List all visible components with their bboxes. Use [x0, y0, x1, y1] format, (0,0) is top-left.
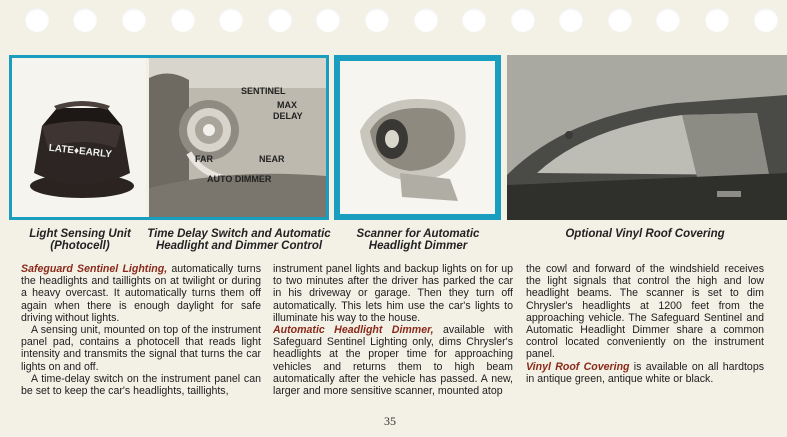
vinyl-roof-image: [507, 55, 787, 220]
binder-hole: [122, 8, 146, 32]
scanner-image: [340, 61, 495, 214]
text-column-3: [526, 263, 764, 385]
binder-hole: [705, 8, 729, 32]
switch-label-max: MAX: [277, 100, 297, 110]
binder-hole: [316, 8, 340, 32]
section-heading-dimmer: Automatic Headlight Dimmer,: [273, 324, 434, 337]
caption-photocell: [18, 228, 142, 252]
switch-image: [149, 58, 326, 217]
scanner-photo: [340, 61, 495, 214]
photocell-knob-label: LATE♦EARLY: [48, 142, 113, 161]
caption-text: Optional Vinyl Roof Covering: [565, 228, 725, 240]
paragraph: A time-delay switch on the instrument panel can be set to keep the car's headlights, taillights,: [21, 372, 261, 398]
caption-text: Time Delay Switch and Automatic Headlight and Dimmer Control: [147, 228, 331, 252]
switch-photo: [149, 58, 326, 217]
binder-hole: [365, 8, 389, 32]
section-heading-vinyl-roof: Vinyl Roof Covering: [526, 360, 630, 373]
binder-holes: [0, 0, 787, 40]
paragraph-text: available with Safeguard Sentinel Lighting only, dims Chrysler's headlights at the proper time for approaching vehicles and returns them to high beam automatically after the vehicle has passed. A new, larger and more sensitive scanner, mounted atop: [273, 324, 514, 398]
photocell-image: [12, 58, 146, 217]
paragraph-text: automatically turns the headlights and taillights on at twilight or during a heavy overcast. It automatically turns them off again when there is enough daylight for safe driving without lights.: [21, 263, 261, 324]
binder-hole: [268, 8, 292, 32]
binder-hole: [219, 8, 243, 32]
binder-hole: [73, 8, 97, 32]
photocell-photo: [12, 58, 146, 217]
paragraph-text: is available on all hardtops in antique green, antique white or black.: [526, 360, 765, 385]
switch-label-near: NEAR: [259, 154, 285, 164]
text-column-2: [273, 263, 513, 397]
paragraph: [273, 324, 513, 397]
caption-text: Light Sensing Unit (Photocell): [29, 228, 131, 252]
binder-hole: [559, 8, 583, 32]
binder-hole: [25, 8, 49, 32]
binder-hole: [511, 8, 535, 32]
vinyl-roof-photo: [507, 55, 787, 220]
binder-hole: [414, 8, 438, 32]
caption-text: Scanner for Automatic Headlight Dimmer: [356, 228, 480, 252]
paragraph: instrument panel lights and backup lights on for up to two minutes after the driver has parked the car in his driveway or garage. Then they turn off automatically. This lets him use the car's lights to illuminate his way to the house.: [273, 263, 513, 324]
switch-label-far: FAR: [195, 154, 213, 164]
paragraph: the cowl and forward of the windshield receives the light signals that control the high and low headlight beams. The scanner is set to dim Chrysler's headlights at 1200 feet from the approaching vehicle. The Safeguard Sentinel and Automatic Headlight Dimmer share a common control located conveniently on the instrument panel.: [526, 263, 764, 361]
binder-hole: [754, 8, 778, 32]
section-heading-sentinel: Safeguard Sentinel Lighting,: [21, 263, 168, 275]
binder-hole: [656, 8, 680, 32]
text-column-1: [21, 263, 261, 397]
page-number: 35: [384, 414, 396, 428]
binder-hole: [171, 8, 195, 32]
paragraph: [526, 361, 764, 385]
binder-hole: [462, 8, 486, 32]
switch-label-sentinel: SENTINEL: [241, 86, 286, 96]
paragraph: A sensing unit, mounted on top of the instrument panel pad, contains a photocell that reads light intensity and transmits the signal that turns the car lights on and off.: [21, 324, 261, 373]
caption-vinyl-roof: [520, 228, 770, 240]
paragraph: [21, 263, 261, 324]
switch-label-delay: DELAY: [273, 111, 303, 121]
caption-time-delay-switch: [146, 228, 332, 252]
switch-label-auto-dimmer: AUTO DIMMER: [207, 174, 272, 184]
binder-hole: [608, 8, 632, 32]
caption-scanner: [338, 228, 498, 252]
